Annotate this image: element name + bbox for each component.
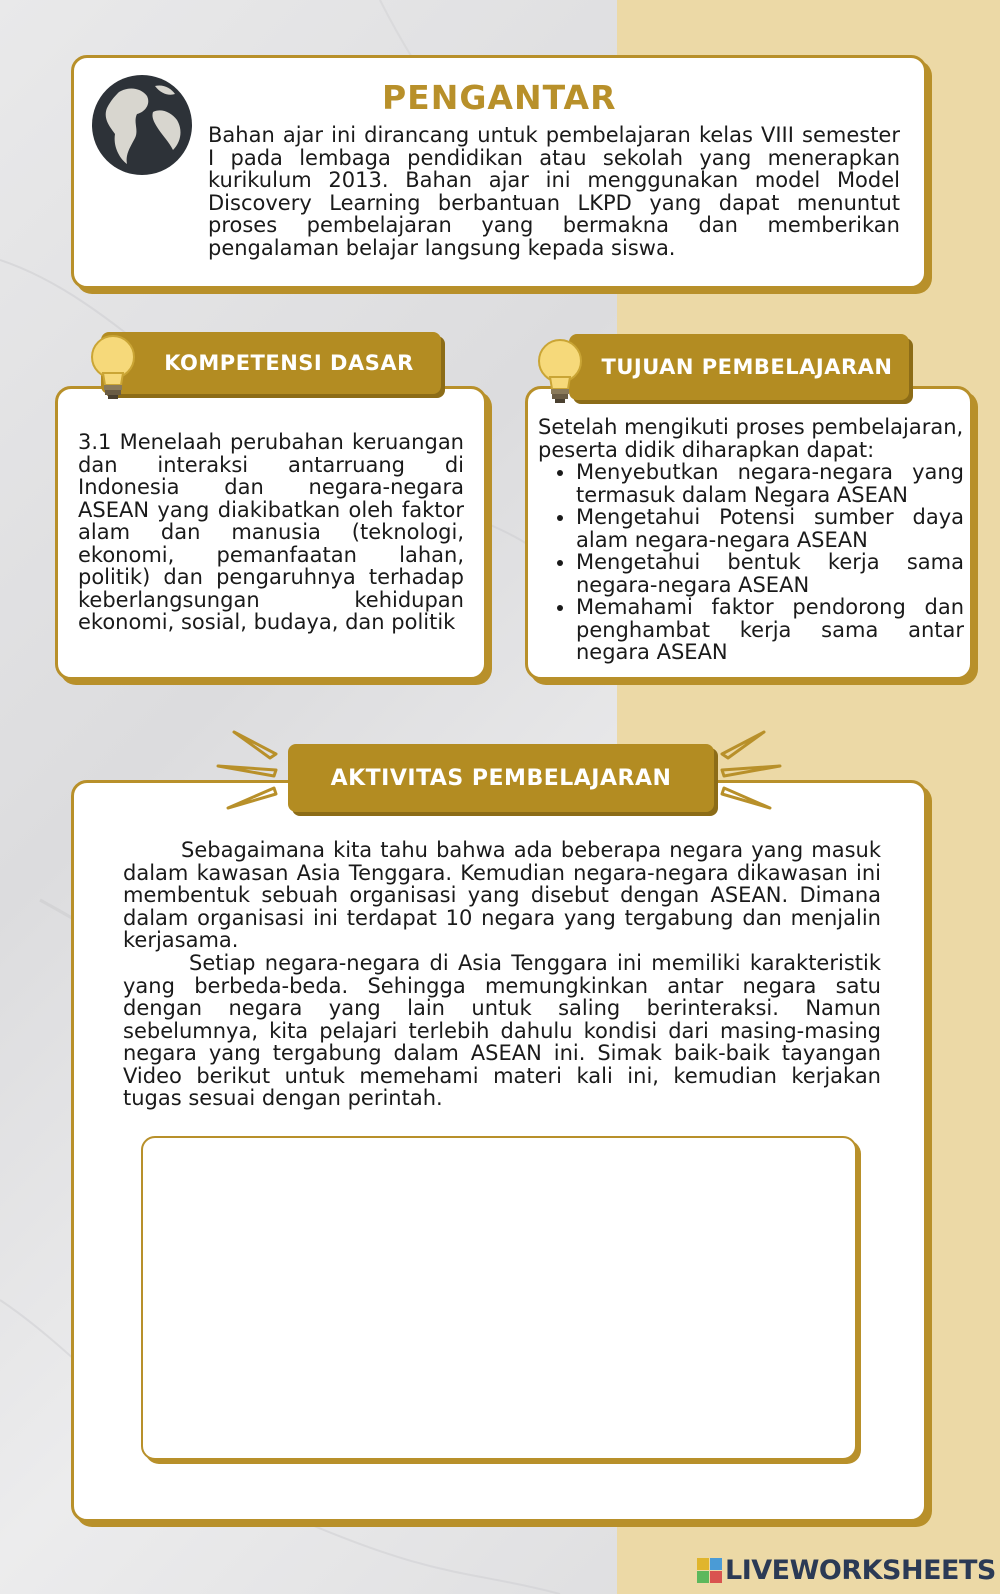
burst-lines-right xyxy=(714,728,784,818)
kompetensi-body: 3.1 Menelaah perubahan keruangan dan interaksi antarruang di Indonesia dan negara-negara ASEAN yang diakibatkan oleh faktor alam dan manusia (teknologi, ekonomi, pemanfaatan lahan, politik) dan pengaruhnya terhadap keberlangsungan kehidupan ekonomi, sosial, budaya, dan politik xyxy=(78,430,464,634)
intro-title: PENGANTAR xyxy=(382,78,617,117)
list-item: • Mengetahui Potensi sumber daya alam negara-negara ASEAN xyxy=(576,506,964,551)
video-placeholder[interactable] xyxy=(141,1136,857,1460)
burst-lines-left xyxy=(214,728,284,818)
lightbulb-icon xyxy=(535,337,585,405)
list-item: • Memahami faktor pendorong dan penghambat kerja sama antar negara ASEAN xyxy=(576,596,964,664)
globe-icon xyxy=(89,72,195,178)
aktivitas-paragraph-1: Sebagaimana kita tahu bahwa ada beberapa negara yang masuk dalam kawasan Asia Tenggara. Kemudian negara-negara dikawasan ini membentuk sebuah organisasi yang disebut dengan ASEAN. Dimana dalam organisasi ini terdapat 10 negara yang tergabung dan menjalin kerjasama. xyxy=(123,838,881,952)
tujuan-intro: Setelah mengikuti proses pembelajaran, peserta didik diharapkan dapat: xyxy=(538,415,964,462)
kompetensi-title: KOMPETENSI DASAR xyxy=(164,351,414,375)
aktivitas-title: AKTIVITAS PEMBELAJARAN xyxy=(330,765,672,791)
tujuan-list xyxy=(538,461,964,664)
logo-text: LIVEWORKSHEETS xyxy=(725,1555,996,1586)
tujuan-title: TUJUAN PEMBELAJARAN xyxy=(601,355,893,379)
logo-mark-icon xyxy=(697,1556,723,1586)
aktivitas-paragraph-2: Setiap negara-negara di Asia Tenggara ini memiliki karakteristik yang berbeda-beda. Sehingga memungkinkan antar negara satu dengan negara yang lain untuk saling berinteraksi. Namun sebelumnya, kita pelajari terlebih dahulu kondisi dari masing-masing negara yang tergabung dalam ASEAN ini. Simak baik-baik tayangan Video berikut untuk memehami materi kali ini, kemudian kerjakan tugas sesuai dengan perintah. xyxy=(123,951,881,1110)
kompetensi-tab xyxy=(101,332,441,394)
liveworksheets-logo xyxy=(697,1555,996,1586)
intro-body: Bahan ajar ini dirancang untuk pembelajaran kelas VIII semester I pada lembaga pendidikan atau sekolah yang menerapkan kurikulum 2013. Bahan ajar ini menggunakan model Model Discovery Learning berbantuan LKPD yang dapat menuntut proses pembelajaran yang bermakna dan memberikan pengalaman belajar langsung kepada siswa. xyxy=(208,123,900,260)
tujuan-tab xyxy=(569,334,909,400)
list-item: • Mengetahui bentuk kerja sama negara-negara ASEAN xyxy=(576,551,964,596)
tujuan-content xyxy=(538,416,964,664)
lightbulb-icon xyxy=(88,333,138,401)
aktivitas-tab xyxy=(288,744,714,812)
list-item: • Menyebutkan negara-negara yang termasuk dalam Negara ASEAN xyxy=(576,461,964,506)
